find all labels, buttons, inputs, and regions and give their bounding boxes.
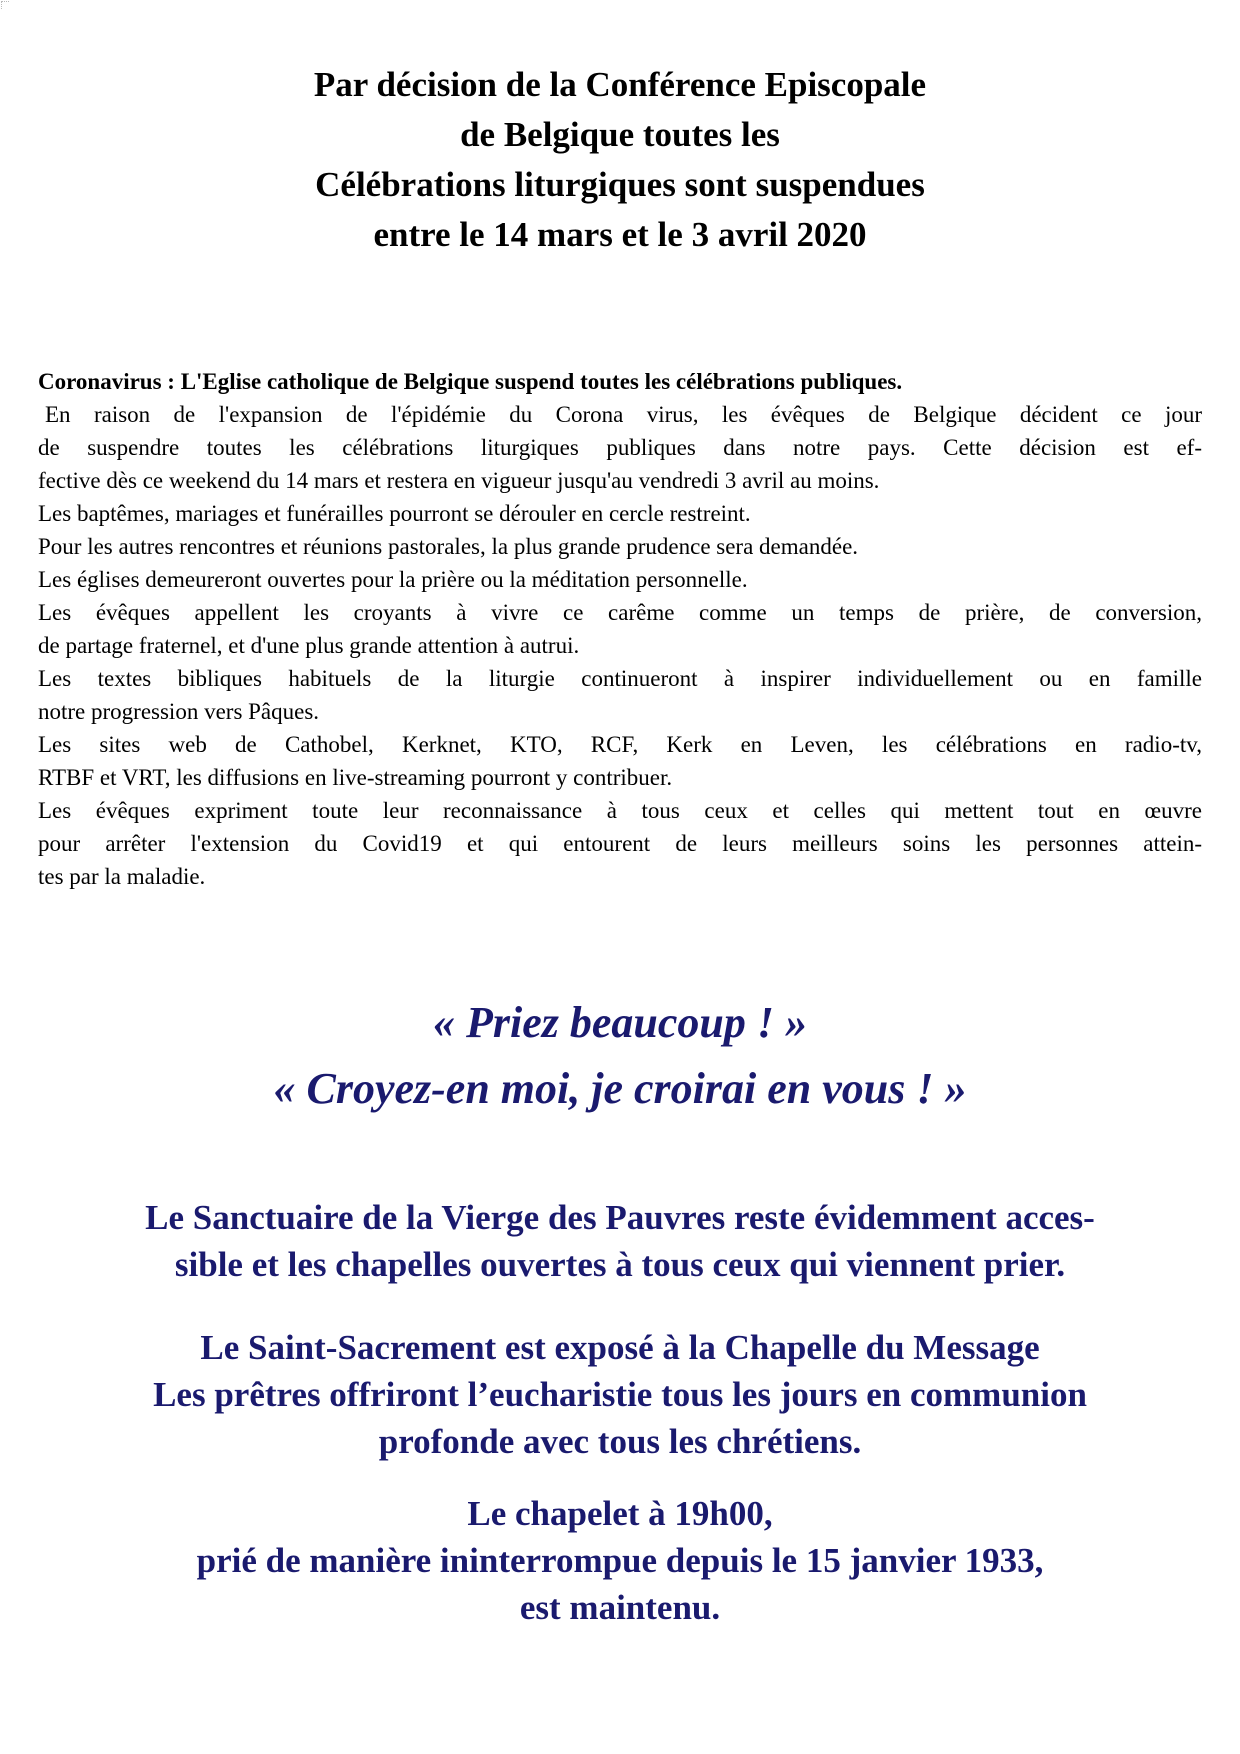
announcement-body <box>38 365 1202 893</box>
body-line: Les évêques expriment toute leur reconnaissance à tous ceux et celles qui mettent tout en œuvre <box>38 798 1202 823</box>
body-line: Les textes bibliques habituels de la liturgie continueront à inspirer individuellement ou en famille <box>38 666 1202 691</box>
body-line: Les baptêmes, mariages et funérailles pourront se dérouler en cercle restreint. <box>38 501 751 526</box>
body-line: notre progression vers Pâques. <box>38 699 320 724</box>
sacrament-line: Les prêtres offriront l’eucharistie tous les jours en communion <box>153 1375 1087 1414</box>
rosary-line: Le chapelet à 19h00, <box>467 1494 773 1533</box>
title-line: entre le 14 mars et le 3 avril 2020 <box>373 215 867 254</box>
rosary-line: est maintenu. <box>519 1588 721 1627</box>
body-line: Les sites web de Cathobel, Kerknet, KTO, RCF, Kerk en Leven, les célébrations en radio-tv, <box>38 732 1202 757</box>
rosary-line: prié de manière ininterrompue depuis le 15 janvier 1933, <box>196 1541 1044 1580</box>
body-line: En raison de l'expansion de l'épidémie du Corona virus, les évêques de Belgique décident ce jour <box>45 402 1202 427</box>
page-corner-artifact <box>1 1 9 9</box>
quotes <box>0 990 1240 1122</box>
body-line: pour arrêter l'extension du Covid19 et qui entourent de leurs meilleurs soins les personnes attein- <box>38 831 1202 856</box>
body-line: de suspendre toutes les célébrations liturgiques publiques dans notre pays. Cette décision est ef- <box>38 435 1202 460</box>
sacrament-line: Le Saint-Sacrement est exposé à la Chapelle du Message <box>200 1328 1040 1367</box>
sanctuary-line: Le Sanctuaire de la Vierge des Pauvres reste évidemment acces- <box>145 1198 1095 1237</box>
title-line: de Belgique toutes les <box>460 115 780 154</box>
body-line: fective dès ce weekend du 14 mars et restera en vigueur jusqu'au vendredi 3 avril au moins. <box>38 468 880 493</box>
quote-line: « Priez beaucoup ! » <box>433 998 807 1047</box>
quote-line: « Croyez-en moi, je croirai en vous ! » <box>273 1064 967 1113</box>
body-line: Pour les autres rencontres et réunions pastorales, la plus grande prudence sera demandée. <box>38 534 859 559</box>
sacrament-line: profonde avec tous les chrétiens. <box>378 1422 862 1461</box>
body-line: Les évêques appellent les croyants à vivre ce carême comme un temps de prière, de conversion, <box>38 600 1202 625</box>
title-line: Célébrations liturgiques sont suspendues <box>315 165 925 204</box>
body-line: Les églises demeureront ouvertes pour la prière ou la méditation personnelle. <box>38 567 748 592</box>
body-line: tes par la maladie. <box>38 864 206 889</box>
body-line: de partage fraternel, et d'une plus grande attention à autrui. <box>38 633 580 658</box>
sanctuary-line: sible et les chapelles ouvertes à tous ceux qui viennent prier. <box>174 1245 1066 1284</box>
rosary-notice <box>30 1490 1210 1631</box>
main-title <box>20 0 1220 260</box>
sacrament-notice <box>30 1324 1210 1465</box>
sanctuary-notice <box>30 1194 1210 1288</box>
announcement-heading: Coronavirus : L'Eglise catholique de Belgique suspend toutes les célébrations publiques. <box>38 369 903 394</box>
title-line: Par décision de la Conférence Episcopale <box>313 65 927 104</box>
body-line: RTBF et VRT, les diffusions en live-streaming pourront y contribuer. <box>38 765 673 790</box>
